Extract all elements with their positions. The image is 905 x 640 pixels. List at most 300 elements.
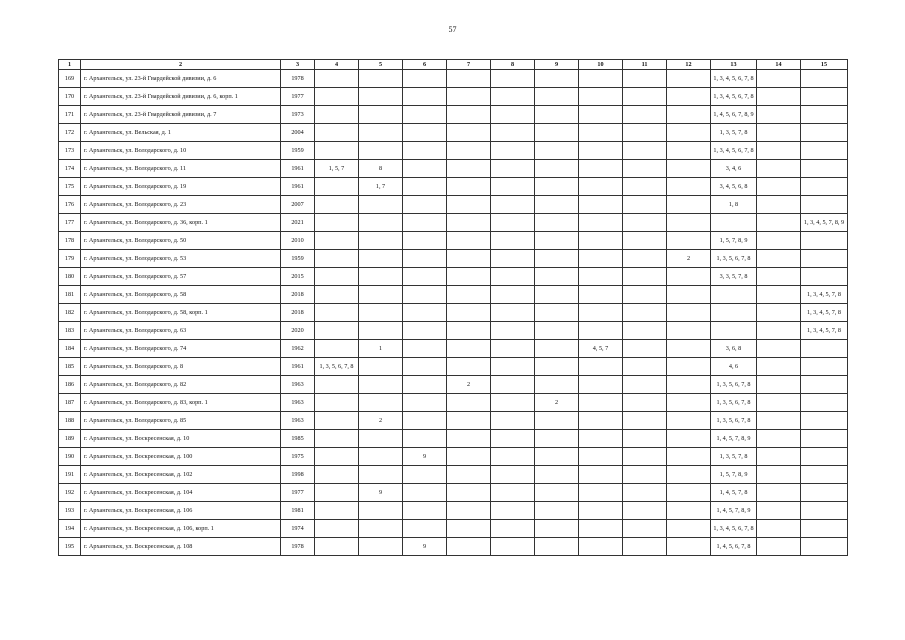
row-number-cell: 175 xyxy=(59,178,81,196)
table-cell xyxy=(491,412,535,430)
page-number: 57 xyxy=(448,25,457,34)
table-row xyxy=(59,484,848,502)
table-cell xyxy=(447,340,491,358)
table-cell xyxy=(491,196,535,214)
table-cell xyxy=(757,394,801,412)
table-cell xyxy=(447,196,491,214)
table-cell xyxy=(579,124,623,142)
table-cell xyxy=(315,178,359,196)
table-cell xyxy=(579,70,623,88)
table-cell xyxy=(579,160,623,178)
table-cell xyxy=(579,304,623,322)
table-cell xyxy=(757,358,801,376)
year-cell: 1974 xyxy=(281,520,315,538)
table-cell xyxy=(403,466,447,484)
table-cell xyxy=(315,322,359,340)
table-cell xyxy=(403,304,447,322)
table-cell: 1, 3, 5, 6, 7, 8 xyxy=(711,250,757,268)
table-cell xyxy=(623,178,667,196)
table-cell xyxy=(359,196,403,214)
table-cell xyxy=(491,520,535,538)
table-cell: 4, 6 xyxy=(711,358,757,376)
table-cell xyxy=(535,160,579,178)
table-cell xyxy=(403,232,447,250)
table-cell xyxy=(579,358,623,376)
table-cell xyxy=(315,88,359,106)
table-cell xyxy=(447,178,491,196)
table-cell xyxy=(667,484,711,502)
table-cell: 1, 4, 5, 7, 8 xyxy=(711,484,757,502)
table-row xyxy=(59,448,848,466)
table-cell xyxy=(447,394,491,412)
table-cell: 1, 5, 7 xyxy=(315,160,359,178)
table-cell xyxy=(359,430,403,448)
row-number-cell: 176 xyxy=(59,196,81,214)
table-cell: 9 xyxy=(359,484,403,502)
row-number-cell: 188 xyxy=(59,412,81,430)
table-cell xyxy=(535,106,579,124)
table-cell xyxy=(403,520,447,538)
table-cell xyxy=(757,340,801,358)
table-row xyxy=(59,196,848,214)
year-cell: 1963 xyxy=(281,412,315,430)
table-cell: 1, 3, 4, 5, 6, 7, 8 xyxy=(711,70,757,88)
table-cell xyxy=(801,466,848,484)
table-cell xyxy=(801,88,848,106)
table-cell xyxy=(623,448,667,466)
table-row xyxy=(59,214,848,232)
year-cell: 2015 xyxy=(281,268,315,286)
table-cell xyxy=(315,538,359,556)
table-cell xyxy=(535,484,579,502)
year-cell: 1961 xyxy=(281,160,315,178)
table-cell xyxy=(579,538,623,556)
address-cell: г. Архангельск, ул. Володарского, д. 50 xyxy=(81,232,281,250)
table-cell xyxy=(491,448,535,466)
table-cell xyxy=(359,70,403,88)
table-cell xyxy=(403,142,447,160)
table-cell xyxy=(491,124,535,142)
table-cell: 3, 4, 5, 6, 8 xyxy=(711,178,757,196)
row-number-cell: 195 xyxy=(59,538,81,556)
table-cell xyxy=(535,448,579,466)
table-row xyxy=(59,250,848,268)
table-cell: 1, 3, 5, 6, 7, 8 xyxy=(711,394,757,412)
row-number-cell: 191 xyxy=(59,466,81,484)
table-cell xyxy=(315,304,359,322)
year-cell: 2007 xyxy=(281,196,315,214)
table-cell xyxy=(667,376,711,394)
table-cell xyxy=(535,358,579,376)
row-number-cell: 190 xyxy=(59,448,81,466)
table-cell xyxy=(491,106,535,124)
table-cell xyxy=(667,214,711,232)
table-cell xyxy=(623,502,667,520)
table-row xyxy=(59,88,848,106)
table-cell xyxy=(623,214,667,232)
table-cell xyxy=(359,520,403,538)
table-row xyxy=(59,538,848,556)
table-cell xyxy=(801,124,848,142)
table-cell xyxy=(667,88,711,106)
table-cell xyxy=(667,178,711,196)
row-number-cell: 177 xyxy=(59,214,81,232)
row-number-cell: 180 xyxy=(59,268,81,286)
year-cell: 1961 xyxy=(281,358,315,376)
row-number-cell: 193 xyxy=(59,502,81,520)
table-cell: 9 xyxy=(403,538,447,556)
year-cell: 2018 xyxy=(281,286,315,304)
address-cell: г. Архангельск, ул. Вельская, д. 1 xyxy=(81,124,281,142)
table-cell: 9 xyxy=(403,448,447,466)
table-cell: 1, 4, 5, 6, 7, 8, 9 xyxy=(711,106,757,124)
table-cell xyxy=(359,250,403,268)
column-header-9: 9 xyxy=(535,60,579,70)
table-cell xyxy=(315,376,359,394)
table-row xyxy=(59,412,848,430)
row-number-cell: 194 xyxy=(59,520,81,538)
table-cell xyxy=(757,142,801,160)
table-cell xyxy=(667,340,711,358)
table-cell xyxy=(447,88,491,106)
table-cell xyxy=(757,106,801,124)
table-cell xyxy=(667,142,711,160)
row-number-cell: 179 xyxy=(59,250,81,268)
table-cell: 3, 3, 5, 7, 8 xyxy=(711,268,757,286)
table-cell xyxy=(447,466,491,484)
table-cell xyxy=(623,412,667,430)
table-cell xyxy=(403,178,447,196)
table-cell: 2 xyxy=(359,412,403,430)
table-cell xyxy=(359,358,403,376)
table-cell xyxy=(623,232,667,250)
table-row xyxy=(59,502,848,520)
address-cell: г. Архангельск, ул. 23-й Гвардейской дивизии, д. 6 xyxy=(81,70,281,88)
table-cell xyxy=(623,358,667,376)
table-cell: 1, 3, 5, 7, 8 xyxy=(711,124,757,142)
table-cell xyxy=(403,250,447,268)
table-cell xyxy=(757,304,801,322)
table-cell: 1, 3, 4, 5, 6, 7, 8 xyxy=(711,88,757,106)
column-header-14: 14 xyxy=(757,60,801,70)
table-cell xyxy=(757,520,801,538)
table-cell: 3, 6, 8 xyxy=(711,340,757,358)
table-cell xyxy=(403,196,447,214)
year-cell: 1985 xyxy=(281,430,315,448)
address-cell: г. Архангельск, ул. Володарского, д. 85 xyxy=(81,412,281,430)
table-cell xyxy=(447,304,491,322)
table-cell xyxy=(579,322,623,340)
table-cell xyxy=(757,484,801,502)
table-cell xyxy=(359,88,403,106)
table-cell xyxy=(801,484,848,502)
table-cell xyxy=(801,250,848,268)
address-cell: г. Архангельск, ул. Володарского, д. 57 xyxy=(81,268,281,286)
table-cell xyxy=(801,448,848,466)
table-cell xyxy=(315,340,359,358)
table-cell xyxy=(801,502,848,520)
table-cell xyxy=(403,286,447,304)
table-cell xyxy=(447,268,491,286)
table-cell: 1, 3, 5, 6, 7, 8 xyxy=(315,358,359,376)
table-cell xyxy=(359,448,403,466)
row-number-cell: 182 xyxy=(59,304,81,322)
table-cell xyxy=(491,70,535,88)
column-header-7: 7 xyxy=(447,60,491,70)
table-cell xyxy=(757,160,801,178)
table-cell xyxy=(579,376,623,394)
table-cell xyxy=(447,124,491,142)
row-number-cell: 173 xyxy=(59,142,81,160)
table-cell xyxy=(447,160,491,178)
table-cell xyxy=(535,70,579,88)
table-cell xyxy=(403,124,447,142)
table-cell xyxy=(447,412,491,430)
table-cell xyxy=(315,466,359,484)
row-number-cell: 192 xyxy=(59,484,81,502)
table-cell xyxy=(757,286,801,304)
table-cell: 1, 5, 7, 8, 9 xyxy=(711,466,757,484)
table-cell xyxy=(447,448,491,466)
year-cell: 1963 xyxy=(281,394,315,412)
table-cell xyxy=(757,250,801,268)
table-cell xyxy=(535,412,579,430)
table-cell xyxy=(757,88,801,106)
table-cell xyxy=(403,394,447,412)
row-number-cell: 170 xyxy=(59,88,81,106)
address-cell: г. Архангельск, ул. Воскресенская, д. 100 xyxy=(81,448,281,466)
table-cell xyxy=(535,250,579,268)
table-cell xyxy=(667,430,711,448)
address-cell: г. Архангельск, ул. Воскресенская, д. 104 xyxy=(81,484,281,502)
year-cell: 2004 xyxy=(281,124,315,142)
table-cell xyxy=(447,232,491,250)
column-header-15: 15 xyxy=(801,60,848,70)
address-cell: г. Архангельск, ул. Воскресенская, д. 106 xyxy=(81,502,281,520)
table-cell xyxy=(491,394,535,412)
address-cell: г. Архангельск, ул. Воскресенская, д. 108 xyxy=(81,538,281,556)
table-cell: 1, 4, 5, 6, 7, 8 xyxy=(711,538,757,556)
address-cell: г. Архангельск, ул. Воскресенская, д. 106, корп. 1 xyxy=(81,520,281,538)
table-cell xyxy=(579,448,623,466)
address-cell: г. Архангельск, ул. Володарского, д. 53 xyxy=(81,250,281,268)
table-cell: 2 xyxy=(535,394,579,412)
table-row xyxy=(59,106,848,124)
table-cell xyxy=(579,412,623,430)
table-cell xyxy=(315,286,359,304)
table-cell xyxy=(535,214,579,232)
table-cell xyxy=(623,142,667,160)
table-cell xyxy=(579,232,623,250)
table-cell xyxy=(447,430,491,448)
address-cell: г. Архангельск, ул. Воскресенская, д. 10 xyxy=(81,430,281,448)
table-row xyxy=(59,466,848,484)
table-cell xyxy=(403,70,447,88)
row-number-cell: 189 xyxy=(59,430,81,448)
table-cell xyxy=(667,322,711,340)
table-cell xyxy=(579,178,623,196)
table-header xyxy=(59,60,848,70)
year-cell: 1978 xyxy=(281,538,315,556)
table-cell xyxy=(491,430,535,448)
table-cell xyxy=(359,142,403,160)
table-cell xyxy=(491,358,535,376)
table-cell xyxy=(491,322,535,340)
year-cell: 1959 xyxy=(281,250,315,268)
table-cell xyxy=(623,160,667,178)
table-row xyxy=(59,340,848,358)
address-cell: г. Архангельск, ул. Володарского, д. 82 xyxy=(81,376,281,394)
table-cell: 1, 7 xyxy=(359,178,403,196)
table-cell xyxy=(579,106,623,124)
address-cell: г. Архангельск, ул. Володарского, д. 11 xyxy=(81,160,281,178)
table-cell xyxy=(359,466,403,484)
table-cell xyxy=(491,376,535,394)
address-cell: г. Архангельск, ул. Володарского, д. 83, корп. 1 xyxy=(81,394,281,412)
table-cell: 8 xyxy=(359,160,403,178)
table-cell xyxy=(491,178,535,196)
table-cell xyxy=(359,376,403,394)
column-header-5: 5 xyxy=(359,60,403,70)
table-cell xyxy=(579,268,623,286)
table-cell xyxy=(491,538,535,556)
table-cell xyxy=(801,520,848,538)
table-cell xyxy=(491,466,535,484)
table-cell xyxy=(667,394,711,412)
address-cell: г. Архангельск, ул. Володарского, д. 74 xyxy=(81,340,281,358)
table-cell: 1, 3, 4, 5, 7, 8, 9 xyxy=(801,214,848,232)
table-cell xyxy=(801,394,848,412)
table-cell xyxy=(535,178,579,196)
table-cell xyxy=(579,520,623,538)
table-cell xyxy=(491,502,535,520)
table-cell xyxy=(359,124,403,142)
table-cell: 1, 3, 4, 5, 7, 8 xyxy=(801,322,848,340)
year-cell: 1977 xyxy=(281,484,315,502)
table-cell xyxy=(579,484,623,502)
table-cell xyxy=(535,538,579,556)
table-cell xyxy=(535,88,579,106)
table-cell xyxy=(403,160,447,178)
table-cell xyxy=(491,484,535,502)
table-cell xyxy=(711,304,757,322)
table-row xyxy=(59,142,848,160)
table-row xyxy=(59,160,848,178)
table-cell xyxy=(579,394,623,412)
table-cell xyxy=(447,250,491,268)
table-cell xyxy=(579,196,623,214)
table-cell xyxy=(801,538,848,556)
table-cell: 1, 3, 4, 5, 7, 8 xyxy=(801,286,848,304)
table-cell xyxy=(757,70,801,88)
row-number-cell: 186 xyxy=(59,376,81,394)
table-cell xyxy=(447,70,491,88)
table-cell xyxy=(315,142,359,160)
table-cell xyxy=(315,214,359,232)
table-row xyxy=(59,322,848,340)
table-cell xyxy=(315,448,359,466)
column-header-11: 11 xyxy=(623,60,667,70)
table-cell xyxy=(667,304,711,322)
table-cell xyxy=(623,250,667,268)
table-cell xyxy=(623,430,667,448)
year-cell: 2020 xyxy=(281,322,315,340)
table-cell xyxy=(757,178,801,196)
table-cell xyxy=(801,340,848,358)
table-cell xyxy=(447,214,491,232)
table-cell xyxy=(491,214,535,232)
table-cell xyxy=(667,538,711,556)
row-number-cell: 183 xyxy=(59,322,81,340)
table-cell xyxy=(491,268,535,286)
table-cell xyxy=(757,214,801,232)
address-cell: г. Архангельск, ул. Володарского, д. 19 xyxy=(81,178,281,196)
table-cell xyxy=(315,250,359,268)
table-cell xyxy=(403,502,447,520)
table-row xyxy=(59,124,848,142)
table-cell xyxy=(315,412,359,430)
table-cell xyxy=(711,214,757,232)
table-cell xyxy=(491,250,535,268)
table-row xyxy=(59,232,848,250)
table-cell xyxy=(623,466,667,484)
table-cell: 1, 3, 5, 7, 8 xyxy=(711,448,757,466)
table-cell xyxy=(447,286,491,304)
table-cell xyxy=(403,268,447,286)
table-cell xyxy=(359,214,403,232)
table-cell xyxy=(801,178,848,196)
table-cell xyxy=(623,376,667,394)
table-cell xyxy=(535,124,579,142)
table-cell xyxy=(359,538,403,556)
table-cell: 4, 5, 7 xyxy=(579,340,623,358)
table-cell xyxy=(403,106,447,124)
table-cell xyxy=(623,70,667,88)
table-cell xyxy=(757,412,801,430)
table-cell: 1, 3, 4, 5, 7, 8 xyxy=(801,304,848,322)
table-cell xyxy=(623,286,667,304)
table-cell xyxy=(757,322,801,340)
table-cell xyxy=(623,268,667,286)
table-cell xyxy=(757,448,801,466)
table-cell xyxy=(403,484,447,502)
table-cell: 1, 3, 4, 5, 6, 7, 8 xyxy=(711,520,757,538)
column-header-2: 2 xyxy=(81,60,281,70)
table-cell xyxy=(315,394,359,412)
table-cell xyxy=(359,322,403,340)
table-cell xyxy=(315,124,359,142)
table-cell xyxy=(757,538,801,556)
address-cell: г. Архангельск, ул. Володарского, д. 58, корп. 1 xyxy=(81,304,281,322)
table-cell xyxy=(623,394,667,412)
column-header-3: 3 xyxy=(281,60,315,70)
year-cell: 1963 xyxy=(281,376,315,394)
table-cell: 1, 8 xyxy=(711,196,757,214)
table-cell xyxy=(447,106,491,124)
year-cell: 1977 xyxy=(281,88,315,106)
table-cell xyxy=(667,286,711,304)
table-cell xyxy=(757,268,801,286)
table-cell xyxy=(403,214,447,232)
table-cell xyxy=(623,322,667,340)
table-cell xyxy=(623,88,667,106)
table-cell xyxy=(667,268,711,286)
row-number-cell: 174 xyxy=(59,160,81,178)
table-cell xyxy=(447,538,491,556)
table-row xyxy=(59,520,848,538)
table-cell xyxy=(757,232,801,250)
address-cell: г. Архангельск, ул. Володарского, д. 23 xyxy=(81,196,281,214)
